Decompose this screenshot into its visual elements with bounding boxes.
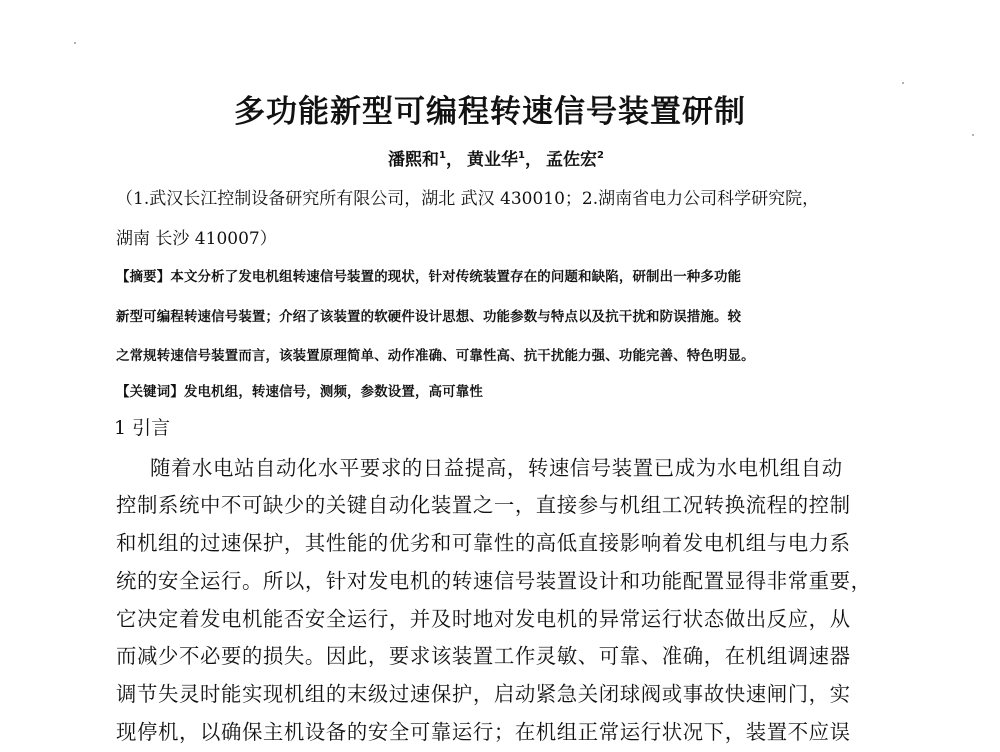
body-line: 控制系统中不可缺少的关键自动化装置之一，直接参与机组工况转换流程的控制 xyxy=(116,493,851,517)
body-line: 现停机，以确保主机设备的安全可靠运行；在机组正常运行状况下，装置不应误 xyxy=(116,720,851,744)
abstract-line: 【摘要】本文分析了发电机组转速信号装置的现状，针对传统装置存在的问题和缺陷，研制出一种多功能 xyxy=(116,270,742,285)
affiliation-line: （1.武汉长江控制设备研究所有限公司，湖北 武汉 430010；2.湖南省电力公司科学研究院， xyxy=(116,189,820,209)
abstract-line: 新型可编程转速信号装置；介绍了该装置的软硬件设计思想、功能参数与特点以及抗干扰和防误措施。较 xyxy=(116,310,742,325)
author-name: 黄业华 xyxy=(467,150,519,170)
affiliation-mark: 1 xyxy=(518,150,525,161)
affiliation-mark: 1 xyxy=(439,150,447,161)
body-line: 随着水电站自动化水平要求的日益提高，转速信号装置已成为水电机组自动 xyxy=(150,456,843,480)
affiliation-line: 湖南 长沙 410007） xyxy=(116,229,277,249)
section-heading: 1 引言 xyxy=(114,417,171,439)
author-name: 孟佐宏 xyxy=(545,150,597,170)
paper-title: 多功能新型可编程转速信号装置研制 xyxy=(234,94,746,130)
author-name: 潘熙和 xyxy=(388,150,440,170)
author-list xyxy=(0,145,992,170)
keywords-line: 【关键词】发电机组，转速信号，测频，参数设置，高可靠性 xyxy=(116,385,483,400)
body-line: 和机组的过速保护，其性能的优劣和可靠性的高低直接影响着发电机组与电力系 xyxy=(116,531,851,555)
body-line: 统的安全运行。所以，针对发电机的转速信号装置设计和功能配置显得非常重要， xyxy=(116,569,872,593)
body-line: 它决定着发电机能否安全运行，并及时地对发电机的异常运行状态做出反应，从 xyxy=(116,607,851,631)
body-line: 调节失灵时能实现机组的末级过速保护，启动紧急关闭球阀或事故快速闸门，实 xyxy=(116,682,851,706)
author-separator: ， xyxy=(524,150,542,170)
author-separator: ， xyxy=(446,150,464,170)
body-line: 而减少不必要的损失。因此，要求该装置工作灵敏、可靠、准确，在机组调速器 xyxy=(116,644,851,668)
scan-speck xyxy=(902,82,904,84)
scan-speck xyxy=(74,42,76,44)
abstract-line: 之常规转速信号装置而言，该装置原理简单、动作准确、可靠性高、抗干扰能力强、功能完善、特色明显。 xyxy=(116,349,755,364)
scan-speck xyxy=(972,134,974,136)
affiliation-mark: 2 xyxy=(596,150,604,161)
